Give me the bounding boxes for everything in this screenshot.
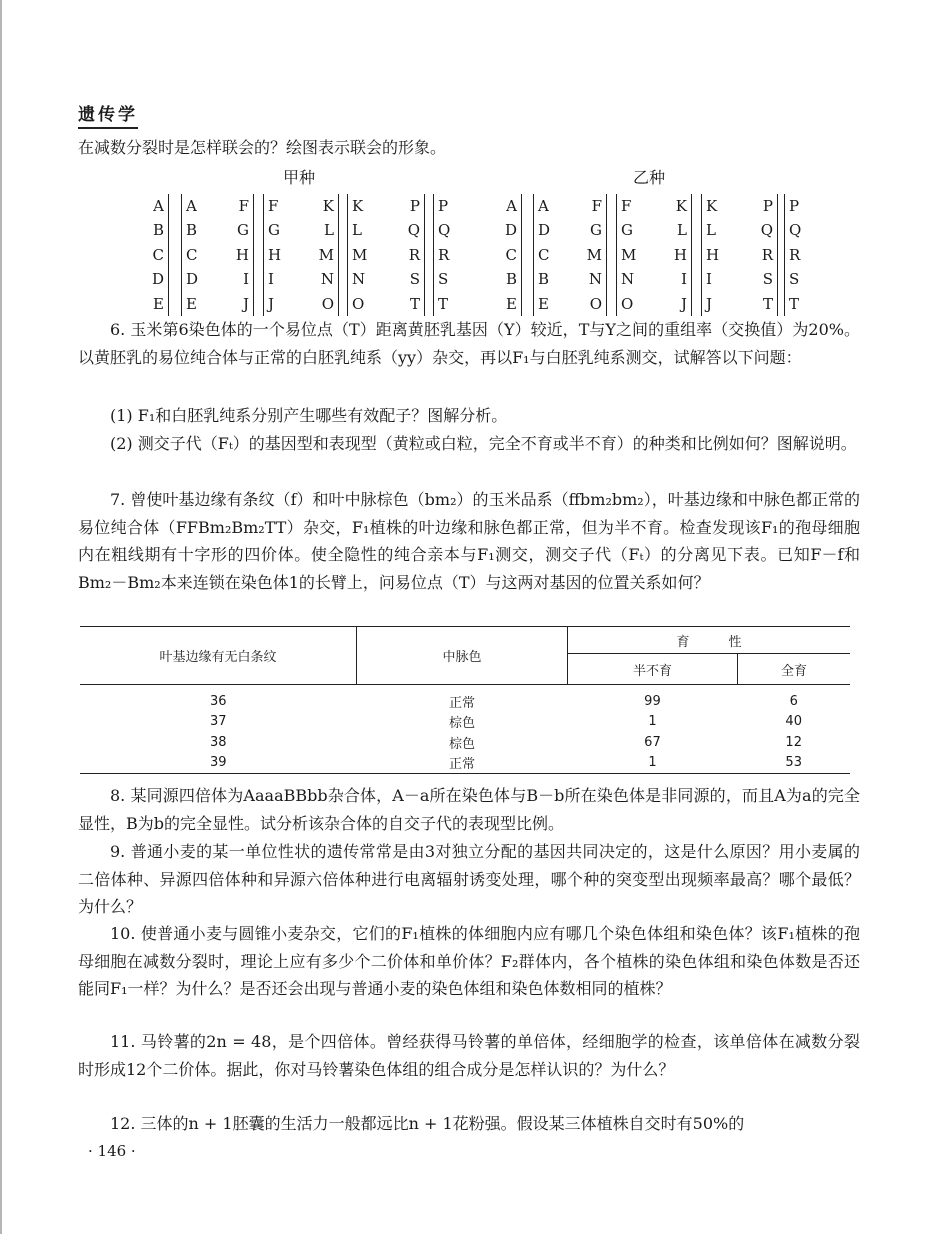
gene-locus: K bbox=[352, 197, 364, 215]
cell-semi: 67 bbox=[644, 734, 661, 750]
species-a-label: 甲种 bbox=[283, 168, 316, 187]
chromosome bbox=[181, 194, 208, 316]
col-header-fertile: 全育 bbox=[780, 663, 807, 679]
question-6-part-2: (2) 测交子代（Fₜ）的基因型和表现型（黄粒或白粒，完全不育或半不育）的种类和比例如何？图解说明。 bbox=[110, 434, 857, 453]
gene-locus: G bbox=[237, 221, 249, 240]
cell-stripe: 39 bbox=[209, 755, 227, 771]
chromosome bbox=[495, 194, 522, 316]
question-6-part-1: (1) F₁和白胚乳纯系分别产生哪些有效配子？图解分析。 bbox=[110, 406, 508, 425]
table-row bbox=[80, 685, 850, 712]
col-header-semi-sterile: 半不育 bbox=[568, 654, 738, 685]
gene-locus: T bbox=[438, 294, 449, 313]
gene-locus: I bbox=[243, 270, 249, 289]
gene-locus: C bbox=[152, 245, 164, 264]
gene-locus: H bbox=[268, 245, 282, 264]
gene-locus: H bbox=[673, 245, 687, 264]
gene-locus: K bbox=[675, 197, 687, 215]
gene-locus: E bbox=[153, 294, 164, 313]
species-b-label: 乙种 bbox=[633, 168, 666, 187]
gene-locus: O bbox=[321, 294, 334, 313]
gene-locus: L bbox=[677, 221, 687, 240]
chromosome bbox=[751, 194, 778, 316]
gene-locus: N bbox=[320, 270, 334, 289]
gene-locus: M bbox=[621, 245, 637, 264]
gene-locus: S bbox=[762, 270, 773, 289]
gene-locus: S bbox=[789, 270, 800, 289]
gene-locus: B bbox=[505, 270, 517, 289]
gene-locus: R bbox=[408, 245, 420, 264]
page-number: · 146 · bbox=[88, 1142, 136, 1160]
gene-locus: I bbox=[268, 270, 274, 289]
chromosome bbox=[263, 194, 290, 316]
gene-locus: B bbox=[186, 221, 198, 240]
gene-locus: O bbox=[589, 294, 602, 313]
cell-vein: 正常 bbox=[448, 695, 475, 711]
cell-stripe: 37 bbox=[209, 714, 227, 730]
running-header: 遗传学 bbox=[78, 100, 138, 129]
gene-locus: F bbox=[268, 197, 279, 215]
gene-locus: J bbox=[680, 294, 687, 313]
question-8: 8. 某同源四倍体为AaaaBBbb杂合体，A－a所在染色体与B－b所在染色体是非同源的，而且A为a的完全显性，B为b的完全显性。试分析该杂合体的自交子代的表现型比例。 bbox=[78, 786, 860, 833]
gene-locus: Q bbox=[789, 221, 802, 240]
chromosome bbox=[142, 194, 169, 316]
chromosome bbox=[665, 194, 692, 316]
gene-locus: C bbox=[538, 245, 550, 264]
gene-locus: N bbox=[621, 270, 635, 289]
gene-locus: T bbox=[409, 294, 420, 313]
gene-locus: J bbox=[268, 294, 275, 313]
gene-locus: O bbox=[621, 294, 634, 313]
gene-locus: G bbox=[621, 221, 633, 240]
gene-locus: L bbox=[352, 221, 362, 240]
cell-semi: 1 bbox=[648, 714, 657, 730]
testcross-table bbox=[80, 626, 850, 774]
gene-locus: P bbox=[762, 197, 773, 215]
chromosome bbox=[533, 194, 560, 316]
gene-locus: T bbox=[789, 294, 800, 313]
question-12: 12. 三体的n + 1胚囊的生活力一般都远比n + 1花粉强。假设某三体植株自交时有50%的 bbox=[110, 1114, 745, 1133]
gene-locus: P bbox=[409, 197, 420, 215]
gene-locus: F bbox=[591, 197, 602, 215]
chromosome bbox=[616, 194, 643, 316]
gene-locus: K bbox=[706, 197, 718, 215]
col-header-vein: 中脉色 bbox=[357, 627, 568, 685]
gene-locus: G bbox=[268, 221, 280, 240]
gene-locus: J bbox=[706, 294, 713, 313]
table-row bbox=[80, 732, 850, 753]
chromosome bbox=[433, 194, 460, 316]
cell-full: 40 bbox=[785, 714, 802, 730]
gene-locus: F bbox=[621, 197, 632, 215]
gene-locus: A bbox=[153, 197, 164, 215]
col-header-stripe: 叶基边缘有无白条纹 bbox=[80, 627, 357, 685]
gene-locus: I bbox=[681, 270, 687, 289]
gene-locus: D bbox=[504, 221, 517, 240]
col-header-fertility: 育 性 bbox=[568, 627, 851, 654]
gene-locus: O bbox=[352, 294, 365, 313]
gene-locus: P bbox=[438, 197, 449, 215]
cell-vein: 正常 bbox=[448, 757, 475, 773]
gene-locus: B bbox=[152, 221, 164, 240]
question-6: 6. 玉米第6染色体的一个易位点（T）距离黄胚乳基因（Y）较近，T与Y之间的重组率（交换值）为20%。以黄胚乳的易位纯合体与正常的白胚乳纯系（yy）杂交，再以F₁与白胚乳纯系测交，试解答以下问题： bbox=[78, 320, 860, 367]
gene-locus: N bbox=[588, 270, 602, 289]
page-edge bbox=[0, 0, 2, 1234]
gene-locus: E bbox=[538, 294, 549, 313]
cell-vein: 棕色 bbox=[448, 716, 475, 732]
gene-locus: D bbox=[151, 270, 164, 289]
cell-vein: 棕色 bbox=[448, 736, 475, 752]
cell-semi: 99 bbox=[644, 693, 661, 709]
gene-locus: L bbox=[706, 221, 716, 240]
gene-locus: R bbox=[438, 245, 450, 264]
cell-semi: 1 bbox=[648, 755, 657, 771]
gene-locus: B bbox=[538, 270, 550, 289]
gene-locus: C bbox=[505, 245, 517, 264]
gene-locus: M bbox=[586, 245, 602, 264]
chromosome bbox=[784, 194, 811, 316]
gene-locus: H bbox=[706, 245, 720, 264]
table-row bbox=[80, 753, 850, 774]
gene-locus: D bbox=[538, 221, 551, 240]
gene-locus: M bbox=[318, 245, 334, 264]
gene-locus: J bbox=[242, 294, 249, 313]
cell-full: 53 bbox=[785, 755, 802, 771]
chromosome bbox=[580, 194, 607, 316]
question-9: 9. 普通小麦的某一单位性状的遗传常常是由3对独立分配的基因共同决定的，这是什么原因？用小麦属的二倍体种、异源四倍体种和异源六倍体种进行电离辐射诱变处理，哪个种的突变型出现频率最高？哪个最低？为什么？ bbox=[78, 842, 860, 916]
gene-locus: K bbox=[322, 197, 334, 215]
gene-locus: H bbox=[235, 245, 249, 264]
gene-locus: R bbox=[789, 245, 801, 264]
gene-locus: S bbox=[438, 270, 449, 289]
gene-locus: C bbox=[186, 245, 198, 264]
gene-locus: A bbox=[538, 197, 549, 215]
cell-full: 12 bbox=[785, 734, 802, 750]
chromosome bbox=[347, 194, 374, 316]
intro-line: 在减数分裂时是怎样联会的？绘图表示联会的形象。 bbox=[78, 138, 447, 157]
gene-locus: D bbox=[186, 270, 199, 289]
chromosome bbox=[227, 194, 254, 316]
gene-locus: S bbox=[409, 270, 420, 289]
question-11: 11. 马铃薯的2n = 48，是个四倍体。曾经获得马铃薯的单倍体，经细胞学的检查，该单倍体在减数分裂时形成12个二价体。据此，你对马铃薯染色体组的组合成分是怎样认识的？为什么？ bbox=[78, 1032, 860, 1079]
cell-stripe: 38 bbox=[209, 734, 227, 750]
question-10: 10. 使普通小麦与圆锥小麦杂交，它们的F₁植株的体细胞内应有哪几个染色体组和染色体？该F₁植株的孢母细胞在减数分裂时，理论上应有多少个二价体和单价体？F₂群体内，各个植株的染色体组和染色体数是否还能同F₁一样？为什么？是否还会出现与普通小麦的染色体组和染色体数相同的植株？ bbox=[78, 924, 860, 998]
cell-stripe: 36 bbox=[209, 693, 227, 709]
gene-locus: Q bbox=[438, 221, 451, 240]
gene-locus: Q bbox=[760, 221, 773, 240]
gene-locus: A bbox=[186, 197, 197, 215]
gene-locus: A bbox=[506, 197, 517, 215]
gene-locus: Q bbox=[407, 221, 420, 240]
gene-locus: T bbox=[762, 294, 773, 313]
gene-locus: I bbox=[706, 270, 712, 289]
gene-locus: L bbox=[324, 221, 334, 240]
cell-full: 6 bbox=[789, 693, 798, 709]
chromosome bbox=[701, 194, 728, 316]
gene-locus: G bbox=[590, 221, 602, 240]
table-row bbox=[80, 712, 850, 733]
gene-locus: M bbox=[352, 245, 368, 264]
gene-locus: E bbox=[186, 294, 197, 313]
gene-locus: P bbox=[789, 197, 800, 215]
gene-locus: E bbox=[506, 294, 517, 313]
chromosome bbox=[398, 194, 425, 316]
gene-locus: F bbox=[238, 197, 249, 215]
gene-locus: N bbox=[352, 270, 366, 289]
question-7: 7. 曾使叶基边缘有条纹（f）和叶中脉棕色（bm₂）的玉米品系（ffbm₂bm₂），叶基边缘和中脉色都正常的易位纯合体（FFBm₂Bm₂TT）杂交，F₁植株的叶边缘和脉色都正常，但为半不育。检查发现该F₁的孢母细胞内在粗线期有十字形的四价体。使全隐性的纯合亲本与F₁测交，测交子代（Fₜ）的分离见下表。已知F－f和Bm₂－Bm₂本来连锁在染色体1的长臂上，问易位点（T）与这两对基因的位置关系如何？ bbox=[78, 490, 860, 592]
gene-locus: R bbox=[761, 245, 773, 264]
chromosome bbox=[312, 194, 339, 316]
